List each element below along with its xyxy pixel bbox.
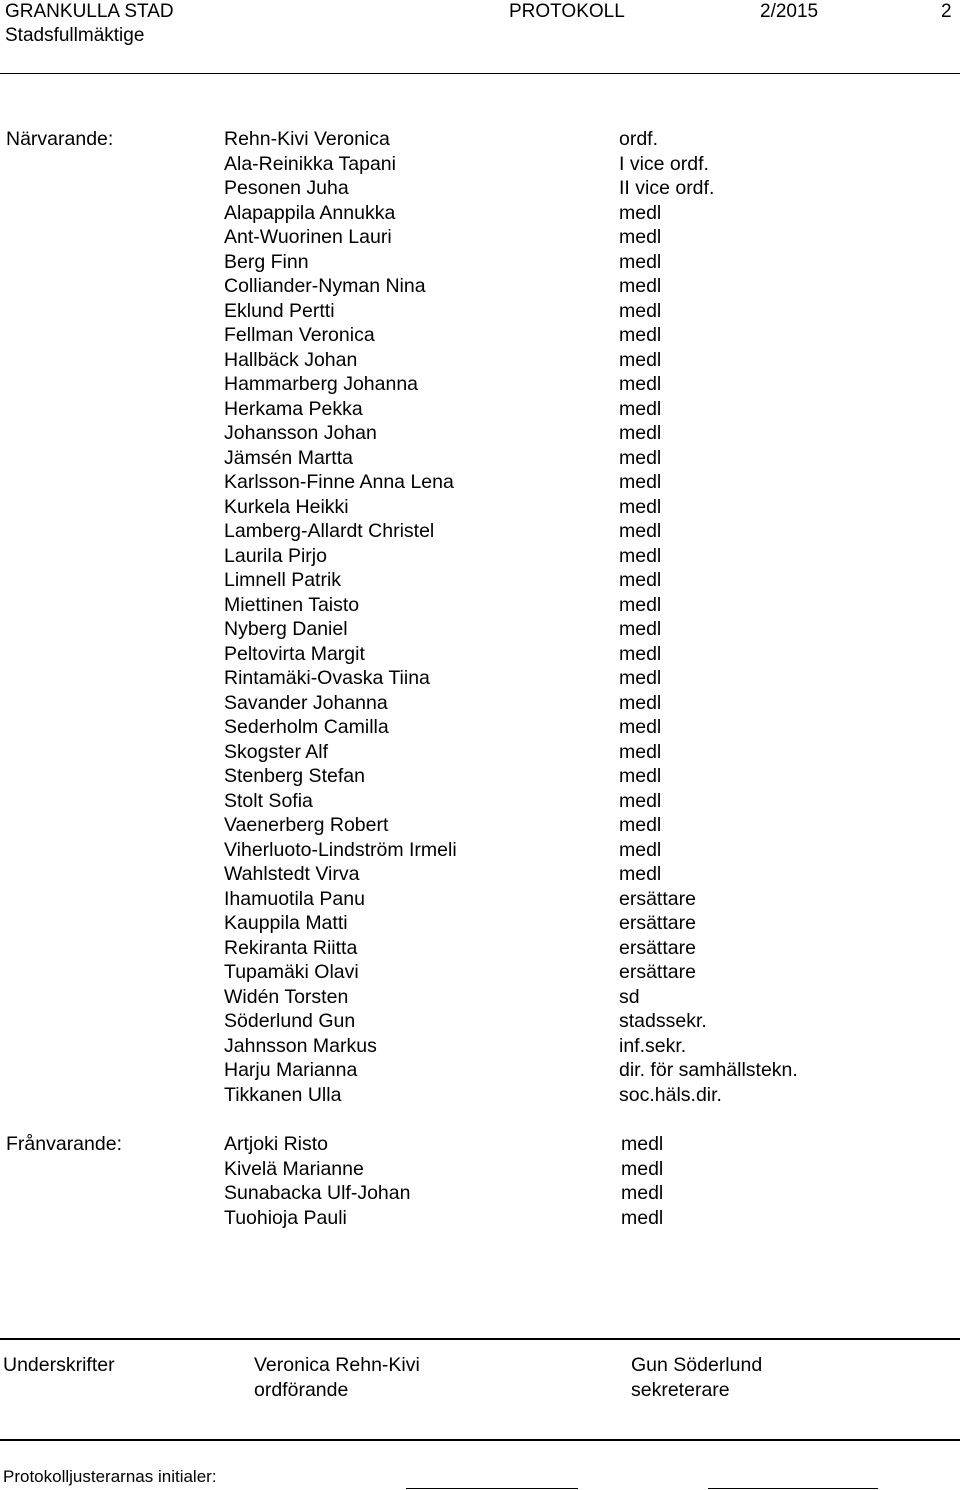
present-member-name: Rekiranta Riitta [224, 936, 358, 959]
present-member-role: ersättare [619, 961, 696, 983]
present-member-name: Johansson Johan [224, 422, 377, 444]
present-member-role: medl [619, 275, 662, 297]
signer-2-title: sekreterare [631, 1379, 730, 1401]
present-member-name: Tupamäki Olavi [224, 961, 359, 983]
present-member-name: Colliander-Nyman Nina [224, 275, 426, 297]
present-member-name: Ihamuotila Panu [224, 887, 365, 910]
present-member-name: Sederholm Camilla [224, 716, 389, 738]
present-member-role: medl [619, 495, 662, 518]
present-member-name: Jämsén Martta [224, 446, 353, 469]
present-member-role: medl [619, 691, 662, 714]
present-member-role: ersättare [619, 887, 696, 910]
present-member-name: Savander Johanna [224, 691, 388, 714]
header-org: GRANKULLA STAD [5, 1, 174, 22]
present-member-role: dir. för samhällstekn. [619, 1059, 798, 1081]
absent-member-role: medl [621, 1133, 664, 1155]
present-member-role: medl [619, 324, 662, 346]
present-member-name: Stolt Sofia [224, 789, 313, 812]
present-member-name: Stenberg Stefan [224, 765, 365, 787]
present-member-name: Jahnsson Markus [224, 1034, 377, 1057]
present-member-name: Karlsson-Finne Anna Lena [224, 471, 454, 493]
present-member-name: Ant-Wuorinen Lauri [224, 226, 392, 248]
present-member-role: medl [619, 814, 662, 836]
present-member-role: medl [619, 446, 662, 469]
footer-divider [0, 1439, 960, 1441]
present-names-list [224, 127, 457, 1107]
present-member-name: Rintamäki-Ovaska Tiina [224, 667, 430, 689]
signer-1-name: Veronica Rehn-Kivi [254, 1354, 420, 1376]
present-member-role: medl [619, 201, 662, 224]
absent-member-name: Artjoki Risto [224, 1133, 329, 1155]
absent-label: Frånvarande: [6, 1133, 122, 1155]
present-member-role: medl [619, 863, 662, 885]
present-member-role: ersättare [619, 912, 696, 934]
present-member-role: II vice ordf. [619, 177, 715, 199]
present-member-name: Nyberg Daniel [224, 618, 348, 640]
signatures-label: Underskrifter [3, 1354, 115, 1376]
present-member-role: stadssekr. [619, 1010, 707, 1032]
present-member-role: inf.sekr. [619, 1034, 687, 1057]
present-member-name: Limnell Patrik [224, 569, 342, 591]
present-member-name: Laurila Pirjo [224, 544, 327, 567]
signer-2-name: Gun Söderlund [631, 1354, 763, 1376]
present-member-name: Harju Marianna [224, 1059, 358, 1081]
present-member-role: medl [619, 520, 662, 542]
header-doc-number: 2/2015 [760, 1, 819, 22]
present-member-role: medl [619, 348, 662, 371]
present-member-name: Ala-Reinikka Tapani [224, 152, 396, 175]
present-member-role: sd [619, 985, 640, 1008]
present-member-name: Skogster Alf [224, 740, 329, 763]
present-member-role: medl [619, 299, 662, 322]
absent-member-role: medl [621, 1182, 664, 1204]
present-member-role: medl [619, 667, 662, 689]
present-member-name: Eklund Pertti [224, 299, 335, 322]
absent-member-name: Kivelä Marianne [224, 1157, 364, 1180]
present-member-name: Wahlstedt Virva [224, 863, 360, 885]
present-member-name: Vaenerberg Robert [224, 814, 389, 836]
absent-roles-list [621, 1132, 663, 1230]
present-member-name: Söderlund Gun [224, 1010, 356, 1032]
header-doc-type: PROTOKOLL [509, 1, 625, 22]
absent-names-list [224, 1132, 410, 1230]
absent-member-role: medl [621, 1157, 664, 1180]
initials-line-2[interactable] [708, 1488, 878, 1489]
absent-member-name: Sunabacka Ulf-Johan [224, 1182, 411, 1204]
present-member-name: Kurkela Heikki [224, 495, 349, 518]
present-member-name: Viherluoto-Lindström Irmeli [224, 838, 457, 861]
present-member-name: Berg Finn [224, 250, 309, 273]
present-member-role: medl [619, 838, 662, 861]
present-member-name: Miettinen Taisto [224, 593, 360, 616]
present-member-name: Kauppila Matti [224, 912, 348, 934]
present-member-role: medl [619, 471, 662, 493]
present-member-role: medl [619, 373, 662, 395]
present-member-role: soc.häls.dir. [619, 1083, 722, 1106]
present-member-role: medl [619, 593, 662, 616]
present-member-role: medl [619, 544, 662, 567]
present-member-role: medl [619, 397, 662, 420]
present-member-role: medl [619, 716, 662, 738]
present-roles-list [619, 127, 798, 1107]
present-member-role: I vice ordf. [619, 152, 709, 175]
present-member-name: Peltovirta Margit [224, 642, 365, 665]
present-member-role: medl [619, 765, 662, 787]
absent-member-name: Tuohioja Pauli [224, 1206, 347, 1229]
present-member-role: medl [619, 618, 662, 640]
present-member-name: Fellman Veronica [224, 324, 375, 346]
signature-top-divider [0, 1338, 960, 1340]
present-member-name: Alapappila Annukka [224, 201, 396, 224]
present-member-name: Rehn-Kivi Veronica [224, 128, 390, 150]
header-divider [0, 73, 960, 74]
present-member-role: medl [619, 226, 662, 248]
present-member-name: Hallbäck Johan [224, 348, 358, 371]
present-label: Närvarande: [6, 128, 114, 150]
present-member-role: ordf. [619, 128, 659, 150]
present-member-name: Lamberg-Allardt Christel [224, 520, 435, 542]
present-member-name: Hammarberg Johanna [224, 373, 419, 395]
present-member-role: medl [619, 789, 662, 812]
present-member-name: Herkama Pekka [224, 397, 363, 420]
present-member-role: medl [619, 250, 662, 273]
present-member-role: ersättare [619, 936, 696, 959]
absent-member-role: medl [621, 1206, 664, 1229]
present-member-name: Pesonen Juha [224, 177, 349, 199]
signer-1-title: ordförande [254, 1379, 349, 1401]
header-page-number: 2 [941, 1, 952, 22]
initials-label: Protokolljusterarnas initialer: [3, 1467, 217, 1486]
present-member-name: Widén Torsten [224, 985, 349, 1008]
present-member-role: medl [619, 569, 662, 591]
present-member-role: medl [619, 740, 662, 763]
present-member-role: medl [619, 422, 662, 444]
header-body: Stadsfullmäktige [5, 25, 145, 46]
present-member-name: Tikkanen Ulla [224, 1083, 342, 1106]
initials-line-1[interactable] [406, 1488, 578, 1489]
present-member-role: medl [619, 642, 662, 665]
